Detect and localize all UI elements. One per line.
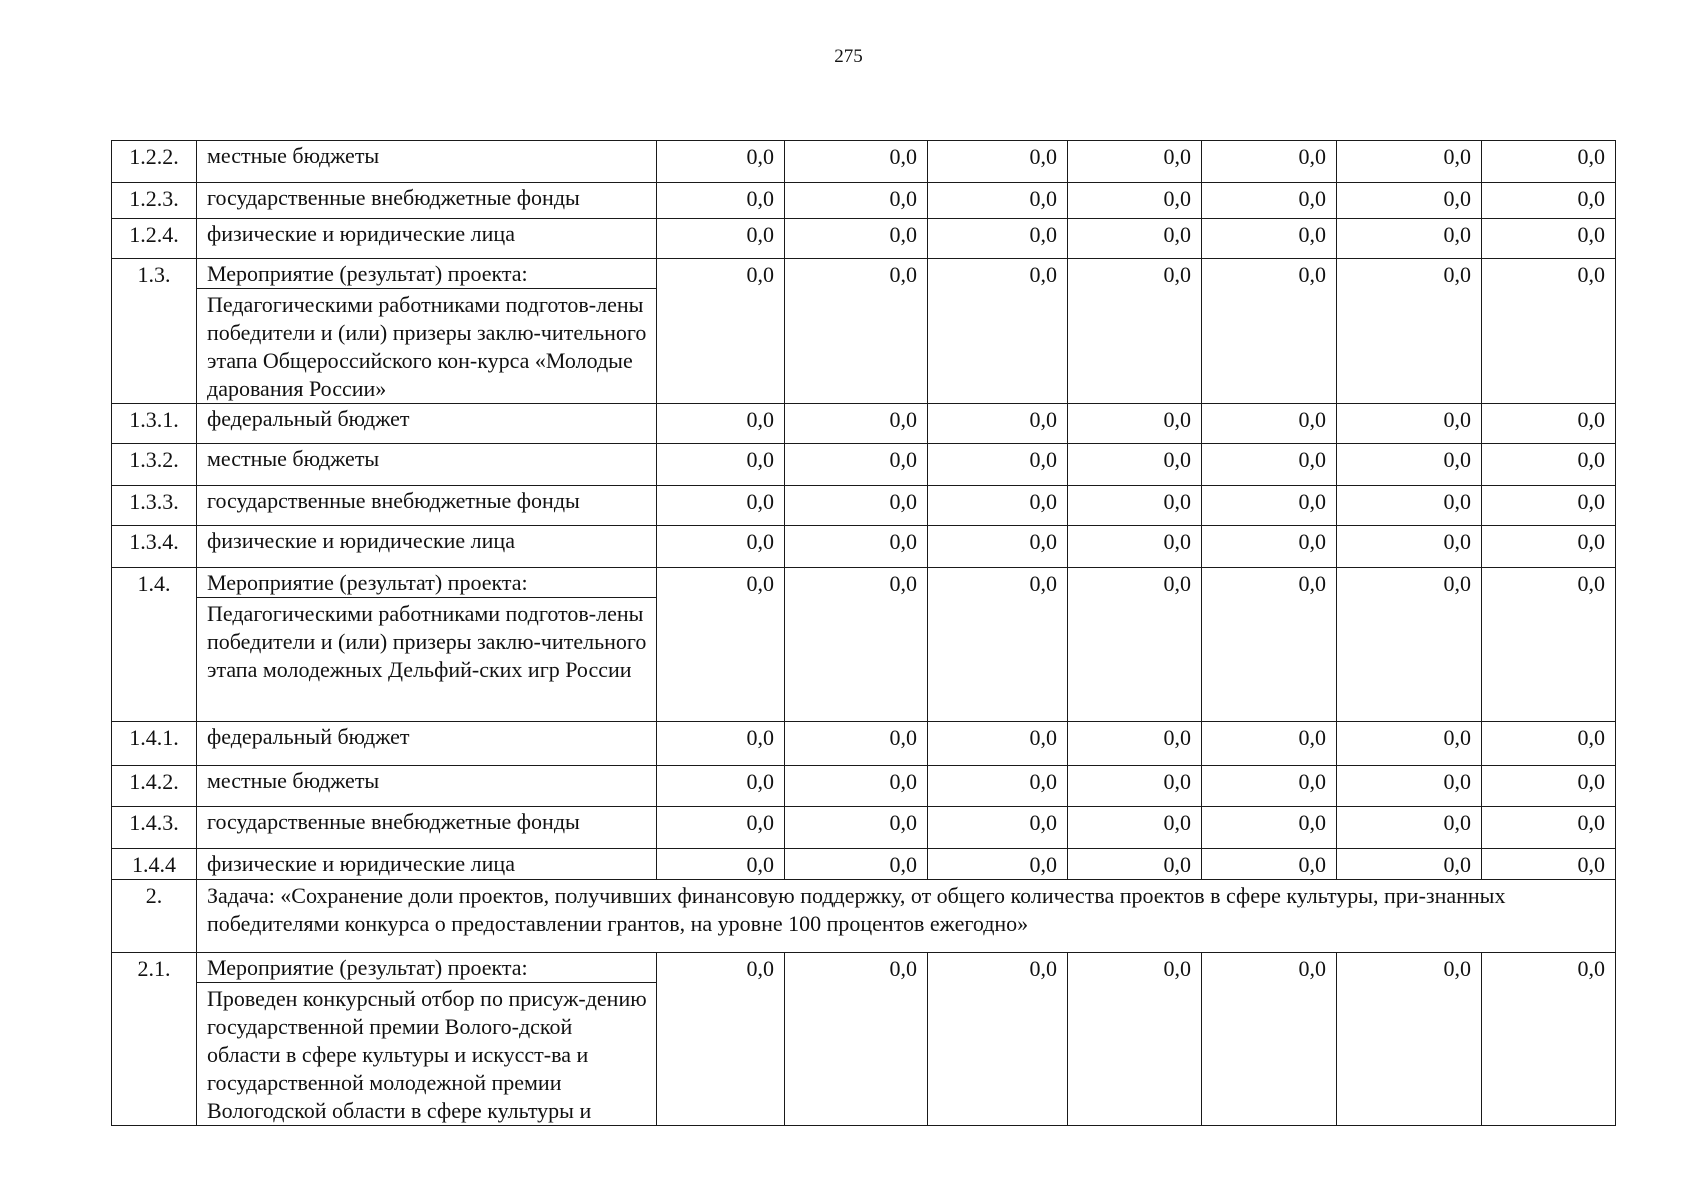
value-cell: 0,0 xyxy=(785,722,928,766)
row-number: 1.4.2. xyxy=(112,766,197,807)
value-cell: 0,0 xyxy=(1202,259,1337,404)
value-cell: 0,0 xyxy=(1202,766,1337,807)
value-cell: 0,0 xyxy=(1337,486,1482,526)
value-cell: 0,0 xyxy=(1337,259,1482,404)
value-cell: 0,0 xyxy=(928,568,1068,722)
value-cell: 0,0 xyxy=(928,141,1068,183)
value-cell: 0,0 xyxy=(1482,807,1616,849)
table-body xyxy=(112,141,1616,1126)
value-cell: 0,0 xyxy=(657,526,785,568)
value-cell: 0,0 xyxy=(1482,141,1616,183)
row-number: 1.4.4 xyxy=(112,849,197,880)
table-row xyxy=(112,722,1616,766)
table-row xyxy=(112,807,1616,849)
row-number: 2. xyxy=(112,880,197,953)
value-cell: 0,0 xyxy=(1337,183,1482,219)
table-row xyxy=(112,526,1616,568)
value-cell: 0,0 xyxy=(1068,486,1202,526)
table-row xyxy=(112,849,1616,880)
value-cell: 0,0 xyxy=(1337,404,1482,444)
value-cell: 0,0 xyxy=(1482,722,1616,766)
value-cell: 0,0 xyxy=(1068,807,1202,849)
value-cell: 0,0 xyxy=(785,183,928,219)
row-name-cell: физические и юридические лица xyxy=(197,849,657,880)
budget-table xyxy=(111,140,1616,1126)
value-cell: 0,0 xyxy=(1482,953,1616,1126)
value-cell: 0,0 xyxy=(1482,568,1616,722)
value-cell: 0,0 xyxy=(1482,486,1616,526)
row-name-cell: государственные внебюджетные фонды xyxy=(197,807,657,849)
row-number: 2.1. xyxy=(112,953,197,1126)
value-cell: 0,0 xyxy=(1337,219,1482,259)
row-name-cell: федеральный бюджет xyxy=(197,404,657,444)
value-cell: 0,0 xyxy=(1482,219,1616,259)
row-name-cell: физические и юридические лица xyxy=(197,219,657,259)
table-row xyxy=(112,259,1616,404)
value-cell: 0,0 xyxy=(657,486,785,526)
table-row xyxy=(112,953,1616,1126)
value-cell: 0,0 xyxy=(1202,183,1337,219)
value-cell: 0,0 xyxy=(1337,141,1482,183)
task-description: Задача: «Сохранение доли проектов, получивших финансовую поддержку, от общего количества проектов в сфере культуры, при-знанных победителями конкурса о предоставлении грантов, на уровне 100 процентов ежегодно» xyxy=(197,880,1616,953)
value-cell: 0,0 xyxy=(1202,568,1337,722)
value-cell: 0,0 xyxy=(1068,526,1202,568)
value-cell: 0,0 xyxy=(1337,849,1482,880)
value-cell: 0,0 xyxy=(1068,568,1202,722)
event-heading: Мероприятие (результат) проекта: xyxy=(197,954,656,983)
row-name-cell: государственные внебюджетные фонды xyxy=(197,486,657,526)
value-cell: 0,0 xyxy=(1068,444,1202,486)
value-cell: 0,0 xyxy=(1202,404,1337,444)
value-cell: 0,0 xyxy=(928,404,1068,444)
value-cell: 0,0 xyxy=(928,259,1068,404)
value-cell: 0,0 xyxy=(1068,219,1202,259)
value-cell: 0,0 xyxy=(1202,953,1337,1126)
row-number: 1.2.3. xyxy=(112,183,197,219)
value-cell: 0,0 xyxy=(1482,849,1616,880)
table-row xyxy=(112,444,1616,486)
value-cell: 0,0 xyxy=(785,404,928,444)
value-cell: 0,0 xyxy=(1482,766,1616,807)
row-name-cell xyxy=(197,568,657,722)
value-cell: 0,0 xyxy=(1337,953,1482,1126)
value-cell: 0,0 xyxy=(785,141,928,183)
value-cell: 0,0 xyxy=(657,404,785,444)
value-cell: 0,0 xyxy=(657,444,785,486)
table-row xyxy=(112,219,1616,259)
value-cell: 0,0 xyxy=(1337,568,1482,722)
value-cell: 0,0 xyxy=(1068,183,1202,219)
event-description: Педагогическими работниками подготов-лены победители и (или) призеры заклю-чительного этапа молодежных Дельфий-ских игр России xyxy=(207,601,647,682)
value-cell: 0,0 xyxy=(1068,766,1202,807)
row-name-cell xyxy=(197,259,657,404)
event-description: Педагогическими работниками подготов-лены победители и (или) призеры заклю-чительного этапа Общероссийского кон-курса «Молодые дарования России» xyxy=(207,292,647,401)
value-cell: 0,0 xyxy=(928,766,1068,807)
value-cell: 0,0 xyxy=(785,766,928,807)
row-number: 1.3.1. xyxy=(112,404,197,444)
value-cell: 0,0 xyxy=(785,953,928,1126)
value-cell: 0,0 xyxy=(785,259,928,404)
value-cell: 0,0 xyxy=(1202,526,1337,568)
value-cell: 0,0 xyxy=(785,568,928,722)
table-row xyxy=(112,486,1616,526)
row-name-cell: местные бюджеты xyxy=(197,141,657,183)
value-cell: 0,0 xyxy=(1337,766,1482,807)
value-cell: 0,0 xyxy=(1482,259,1616,404)
table-row xyxy=(112,183,1616,219)
event-heading: Мероприятие (результат) проекта: xyxy=(197,569,656,598)
value-cell: 0,0 xyxy=(657,568,785,722)
row-name-cell xyxy=(197,953,657,1126)
value-cell: 0,0 xyxy=(1202,849,1337,880)
value-cell: 0,0 xyxy=(928,444,1068,486)
row-number: 1.4.1. xyxy=(112,722,197,766)
row-number: 1.2.4. xyxy=(112,219,197,259)
row-number: 1.3.4. xyxy=(112,526,197,568)
page-number: 275 xyxy=(834,46,863,67)
value-cell: 0,0 xyxy=(928,807,1068,849)
row-name-cell: федеральный бюджет xyxy=(197,722,657,766)
event-heading: Мероприятие (результат) проекта: xyxy=(197,260,656,289)
value-cell: 0,0 xyxy=(928,953,1068,1126)
value-cell: 0,0 xyxy=(1068,953,1202,1126)
value-cell: 0,0 xyxy=(928,849,1068,880)
value-cell: 0,0 xyxy=(657,953,785,1126)
row-number: 1.3.2. xyxy=(112,444,197,486)
value-cell: 0,0 xyxy=(785,849,928,880)
table-row xyxy=(112,880,1616,953)
value-cell: 0,0 xyxy=(1337,526,1482,568)
value-cell: 0,0 xyxy=(1068,849,1202,880)
value-cell: 0,0 xyxy=(1482,444,1616,486)
table-row xyxy=(112,141,1616,183)
value-cell: 0,0 xyxy=(1202,444,1337,486)
value-cell: 0,0 xyxy=(1202,486,1337,526)
row-name-cell: местные бюджеты xyxy=(197,444,657,486)
value-cell: 0,0 xyxy=(657,766,785,807)
value-cell: 0,0 xyxy=(1068,259,1202,404)
value-cell: 0,0 xyxy=(657,849,785,880)
row-number: 1.3. xyxy=(112,259,197,404)
value-cell: 0,0 xyxy=(928,722,1068,766)
row-name-cell: физические и юридические лица xyxy=(197,526,657,568)
value-cell: 0,0 xyxy=(1337,722,1482,766)
value-cell: 0,0 xyxy=(657,722,785,766)
value-cell: 0,0 xyxy=(1202,219,1337,259)
value-cell: 0,0 xyxy=(785,807,928,849)
value-cell: 0,0 xyxy=(1202,141,1337,183)
value-cell: 0,0 xyxy=(1202,807,1337,849)
row-name-cell: государственные внебюджетные фонды xyxy=(197,183,657,219)
row-number: 1.4.3. xyxy=(112,807,197,849)
row-name-cell: местные бюджеты xyxy=(197,766,657,807)
value-cell: 0,0 xyxy=(1337,807,1482,849)
value-cell: 0,0 xyxy=(657,219,785,259)
event-description: Проведен конкурсный отбор по присуж-дению государственной премии Волого-дской области в сфере культуры и искусст-ва и государственной молодежной премии Вологодской области в сфере культуры и xyxy=(207,986,647,1123)
value-cell: 0,0 xyxy=(1482,404,1616,444)
value-cell: 0,0 xyxy=(928,183,1068,219)
row-number: 1.3.3. xyxy=(112,486,197,526)
table-row xyxy=(112,766,1616,807)
value-cell: 0,0 xyxy=(657,141,785,183)
value-cell: 0,0 xyxy=(928,486,1068,526)
value-cell: 0,0 xyxy=(1068,404,1202,444)
row-number: 1.4. xyxy=(112,568,197,722)
value-cell: 0,0 xyxy=(1202,722,1337,766)
value-cell: 0,0 xyxy=(1482,526,1616,568)
value-cell: 0,0 xyxy=(1068,141,1202,183)
value-cell: 0,0 xyxy=(785,526,928,568)
table-row xyxy=(112,568,1616,722)
table-row xyxy=(112,404,1616,444)
value-cell: 0,0 xyxy=(657,183,785,219)
value-cell: 0,0 xyxy=(1068,722,1202,766)
row-number: 1.2.2. xyxy=(112,141,197,183)
value-cell: 0,0 xyxy=(657,259,785,404)
value-cell: 0,0 xyxy=(657,807,785,849)
value-cell: 0,0 xyxy=(928,526,1068,568)
value-cell: 0,0 xyxy=(785,486,928,526)
value-cell: 0,0 xyxy=(785,444,928,486)
value-cell: 0,0 xyxy=(1482,183,1616,219)
value-cell: 0,0 xyxy=(928,219,1068,259)
value-cell: 0,0 xyxy=(1337,444,1482,486)
value-cell: 0,0 xyxy=(785,219,928,259)
